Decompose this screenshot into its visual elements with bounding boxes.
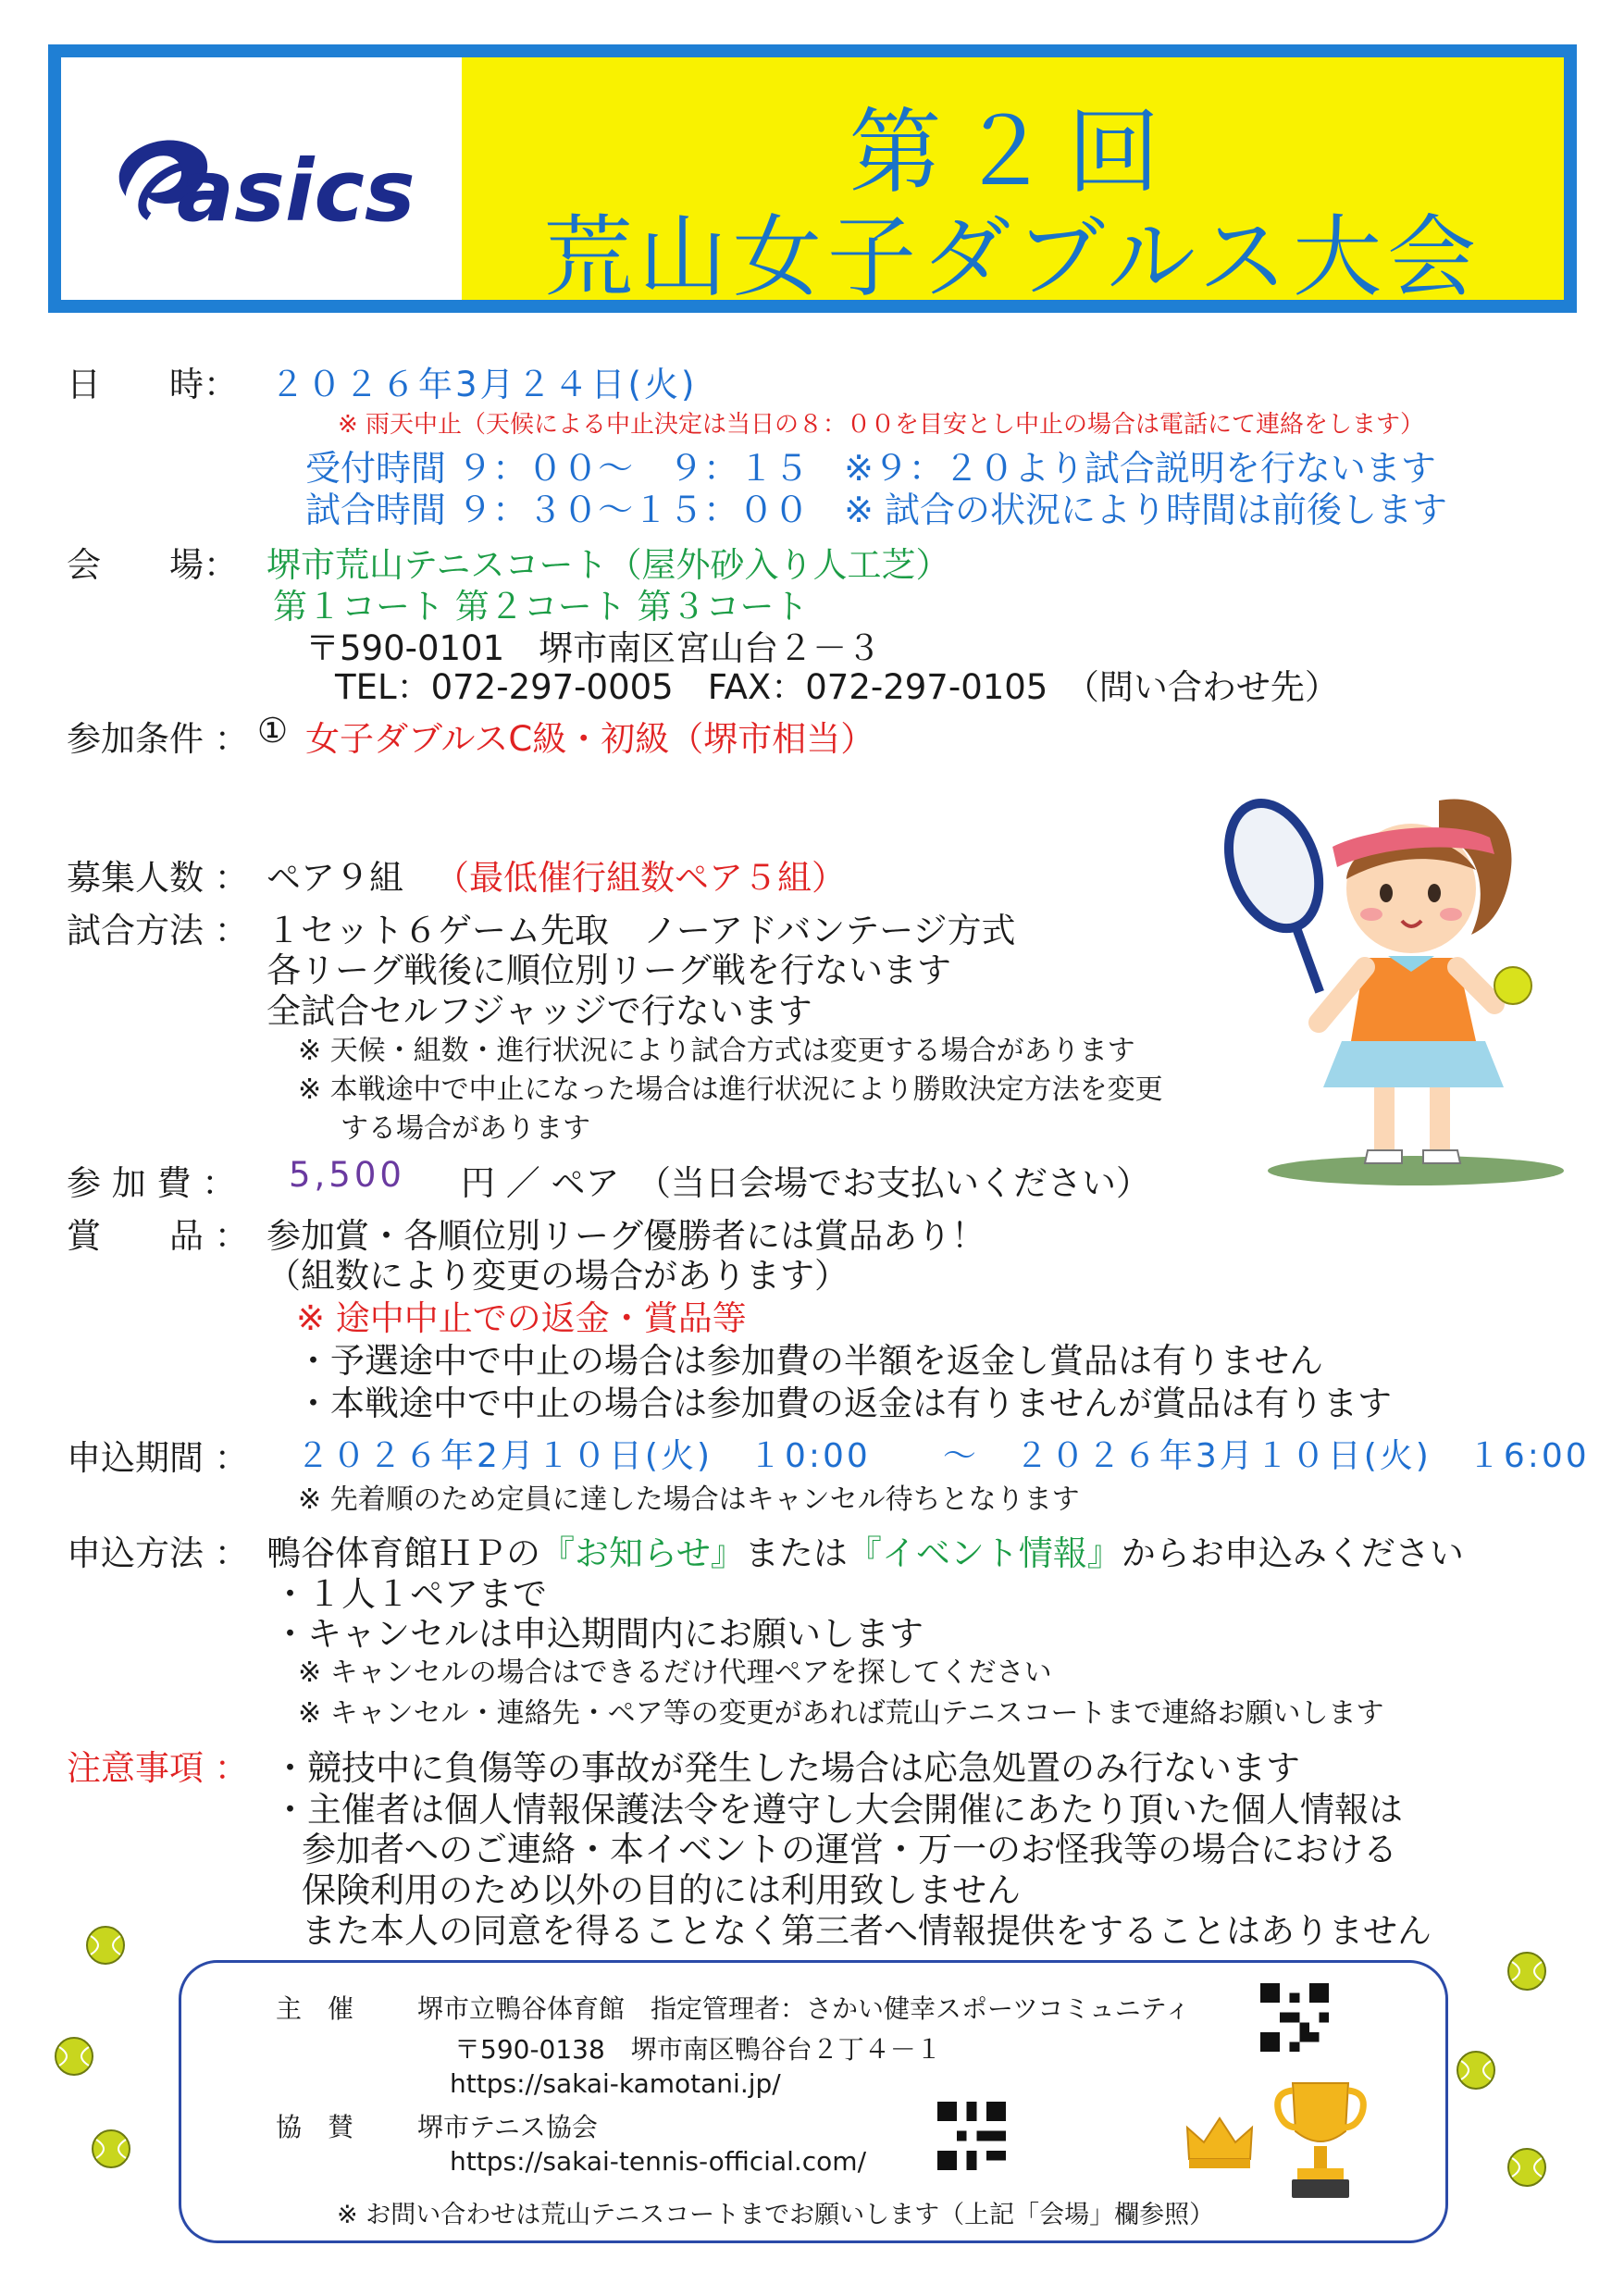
prize-line-2: （組数により変更の場合があります） — [267, 1256, 849, 1296]
period-note: ※ 先着順のため定員に達した場合はキャンセル待ちとなります — [298, 1483, 1080, 1516]
title-area — [462, 57, 1564, 309]
conditions-value: 女子ダブルスC級・初級（堺市相当） — [305, 719, 875, 759]
apply-label: 申込方法 ： — [67, 1533, 249, 1573]
apply-bullet-1: ・１人１ペアまで — [273, 1574, 547, 1614]
method-line-2: 各リーグ戦後に順位別リーグ戦を行ないます — [267, 950, 951, 990]
venue-contact: TEL：072-297-0005 FAX：072-297-0105 （問い合わせ先） — [335, 667, 1339, 707]
host-label: 主 催 — [276, 1993, 354, 2024]
conditions-number: ① — [257, 711, 289, 751]
tennis-girl-illustration — [1212, 782, 1564, 1189]
apply-bullet-2: ・キャンセルは申込期間内にお願いします — [273, 1614, 924, 1654]
date-label: 日 時： — [67, 365, 238, 404]
qr-code-icon[interactable] — [937, 2102, 1006, 2170]
recruit-minimum: （最低催行組数ペア５組） — [435, 858, 846, 898]
period-value: ２０２６年2月１０日(火) １0:00 ～ ２０２６年3月１０日(火) １6:00 — [296, 1437, 1590, 1475]
organizer-info-box — [179, 1960, 1448, 2243]
tennis-ball-icon — [91, 2128, 131, 2169]
tennis-ball-icon — [1506, 1951, 1547, 1992]
method-note-2a: ※ 本戦途中で中止になった場合は進行状況により勝敗決定方法を変更 — [298, 1074, 1163, 1106]
inquiry-note: ※ お問い合わせは荒山テニスコートまでお願いします（上記「会場」欄参照） — [337, 2201, 1215, 2229]
conditions-label: 参加条件 ： — [67, 719, 249, 759]
notes-line-1: ・競技中に負傷等の事故が発生した場合は応急処置のみ行ないます — [273, 1748, 1300, 1788]
host-value: 堺市立鴨谷体育館 指定管理者：さかい健幸スポーツコミュニティ — [417, 1993, 1191, 2024]
asics-logo — [61, 57, 462, 300]
refund-line-2: ・本戦途中で中止の場合は参加費の返金は有りませんが賞品は有ります — [296, 1384, 1392, 1423]
trophy-icon — [1270, 2076, 1371, 2205]
notes-line-4: 保険利用のため以外の目的には利用致しません — [302, 1870, 1021, 1910]
apply-post: からお申込みください — [1121, 1533, 1464, 1573]
rain-note: ※ 雨天中止（天候による中止決定は当日の８：００を目安とし中止の場合は電話にて連絡をします） — [338, 411, 1425, 439]
title-event: 荒山女子ダブルス大会 — [543, 205, 1482, 309]
apply-note-1: ※ キャンセルの場合はできるだけ代理ペアを探してください — [298, 1657, 1052, 1689]
recruit-label: 募集人数 ： — [67, 858, 249, 898]
sponsor-value: 堺市テニス協会 — [417, 2112, 598, 2142]
fee-amount: 5,500 — [289, 1155, 405, 1195]
venue-address: 〒590-0101 堺市南区宮山台２－３ — [305, 628, 882, 668]
crown-icon — [1184, 2111, 1256, 2172]
fee-label: 参 加 費 ： — [67, 1163, 237, 1203]
logo-area — [61, 57, 462, 300]
notes-label: 注意事項 ： — [67, 1748, 249, 1788]
venue-courts: 第１コート 第２コート 第３コート — [273, 587, 809, 627]
method-note-2b: する場合があります — [341, 1112, 590, 1145]
notes-line-2: ・主催者は個人情報保護法令を遵守し大会開催にあたり頂いた個人情報は — [273, 1790, 1403, 1830]
tennis-ball-icon — [1506, 2147, 1547, 2188]
tennis-ball-icon — [54, 2036, 94, 2077]
method-line-1: １セット６ゲーム先取 ノーアドバンテージ方式 — [267, 911, 1016, 950]
notes-line-3: 参加者へのご連絡・本イベントの運営・万一のお怪我等の場合における — [302, 1830, 1397, 1869]
refund-title: ※ 途中中止での返金・賞品等 — [296, 1298, 747, 1338]
reception-time: 受付時間 ９：００～ ９：１５ ※９：２０より試合説明を行ないます — [305, 448, 1436, 489]
logo-text: asics — [177, 142, 415, 241]
venue-name: 堺市荒山テニスコート（屋外砂入り人工芝） — [267, 545, 950, 585]
host-url[interactable]: https://sakai-kamotani.jp/ — [450, 2068, 781, 2099]
host-address: 〒590-0138 堺市南区鴨谷台２丁４－１ — [454, 2034, 942, 2065]
venue-label: 会 場： — [67, 545, 238, 585]
apply-mid: または — [744, 1533, 848, 1573]
apply-note-2: ※ キャンセル・連絡先・ペア等の変更があれば荒山テニスコートまで連絡お願いします — [298, 1697, 1384, 1730]
title-edition: 第２回 — [849, 98, 1177, 206]
refund-line-1: ・予選途中で中止の場合は参加費の半額を返金し賞品は有りません — [296, 1341, 1323, 1381]
match-time: 試合時間 ９：３０～１５：００ ※ 試合の状況により時間は前後します — [305, 490, 1448, 530]
prize-line-1: 参加賞・各順位別リーグ優勝者には賞品あり！ — [267, 1216, 986, 1256]
notes-line-5: また本人の同意を得ることなく第三者へ情報提供をすることはありません — [302, 1911, 1432, 1951]
qr-code-icon[interactable] — [1260, 1983, 1329, 2052]
method-note-1: ※ 天候・組数・進行状況により試合方式は変更する場合があります — [298, 1035, 1135, 1067]
fee-unit: 円 ／ ペア （当日会場でお支払いください） — [461, 1163, 1151, 1203]
method-label: 試合方法 ： — [67, 911, 249, 950]
apply-link-events[interactable]: 『イベント情報』 — [847, 1533, 1122, 1573]
header-banner — [48, 44, 1577, 313]
date-value: ２０２６年3月２４日(火) — [270, 365, 698, 404]
recruit-value: ペア９組 — [267, 858, 403, 898]
tennis-ball-icon — [1456, 2050, 1496, 2091]
prize-label: 賞 品 ： — [67, 1216, 249, 1256]
sponsor-label: 協 賛 — [276, 2112, 354, 2142]
sponsor-url[interactable]: https://sakai-tennis-official.com/ — [450, 2146, 867, 2177]
period-label: 申込期間 ： — [67, 1438, 249, 1478]
tennis-ball-icon — [85, 1925, 126, 1966]
apply-link-news[interactable]: 『お知らせ』 — [540, 1533, 745, 1573]
method-line-3: 全試合セルフジャッジで行ないます — [267, 991, 812, 1031]
apply-pre: 鴨谷体育館ＨＰの — [267, 1533, 540, 1573]
